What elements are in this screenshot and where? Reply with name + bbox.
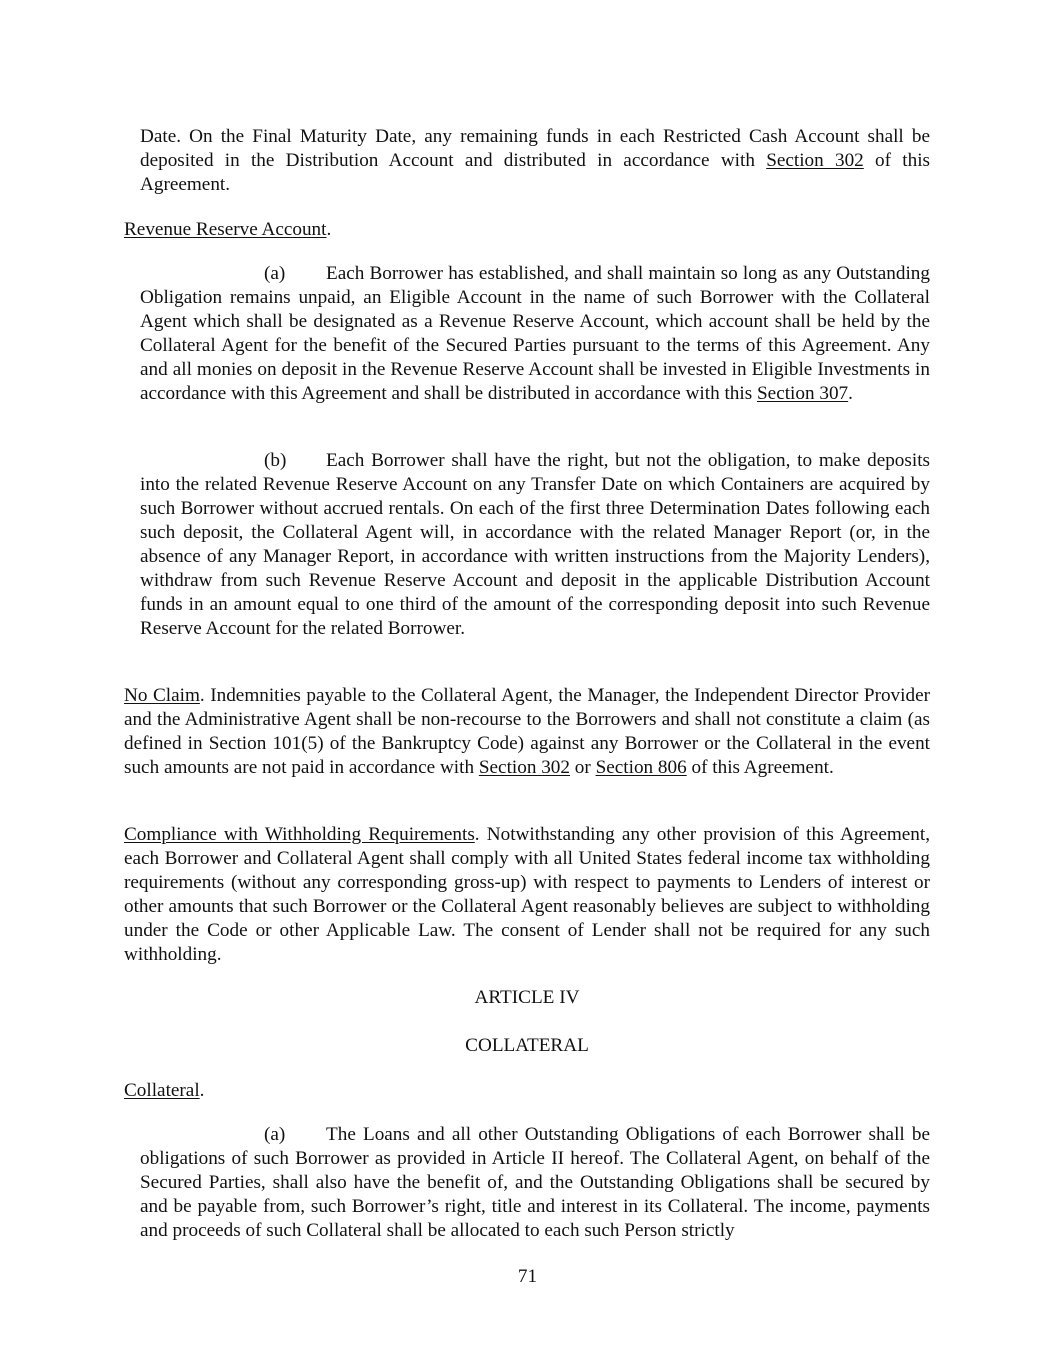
- no-claim-text-end: of this Agreement.: [686, 757, 834, 778]
- collateral-heading-line: [124, 1079, 930, 1103]
- page-number: 71: [517, 1266, 538, 1287]
- section-302-reference: Section 302: [766, 150, 864, 171]
- continuation-paragraph: [140, 125, 930, 197]
- continuation-text: Date. On the Final Maturity Date, any remaining funds in each Restricted Cash Account shall be deposited in the Distribution Account and distributed in accordance with: [140, 126, 930, 171]
- revenue-reserve-heading-line: [124, 218, 930, 242]
- no-claim-paragraph: [124, 684, 930, 780]
- paragraph-text: Each Borrower shall have the right, but not the obligation, to make deposits into the related Revenue Reserve Account on any Transfer Date on which Containers are acquired by such Borrower without accrued rentals. On each of the first three Determination Dates following each such deposit, the Collateral Agent will, in accordance with the related Manager Report (or, in the absence of any Manager Report, in accordance with written instructions from the Majority Lenders), withdraw from such Revenue Reserve Account and deposit in the applicable Distribution Account funds in an amount equal to one third of the amount of the corresponding deposit into such Revenue Reserve Account for the related Borrower.: [140, 450, 930, 639]
- no-claim-heading: No Claim: [124, 685, 200, 706]
- revenue-reserve-paragraph-b: [140, 449, 930, 641]
- article-number: ARTICLE IV: [474, 987, 580, 1008]
- withholding-text: . Notwithstanding any other provision of this Agreement, each Borrower and Collateral Agent shall comply with all United States federal income tax withholding requirements (without any corresponding gross-up) with respect to payments to Lenders of interest or other amounts that such Borrower or the Collateral Agent reasonably believes are subject to withholding under the Code or other Applicable Law. The consent of Lender shall not be required for any such withholding.: [124, 824, 930, 965]
- continuation-text-end: of this Agreement.: [140, 150, 930, 195]
- paragraph-label: (b): [264, 450, 287, 471]
- section-307-reference: Section 307: [757, 383, 849, 404]
- revenue-reserve-heading: Revenue Reserve Account: [124, 219, 327, 240]
- heading-period: .: [326, 219, 332, 240]
- section-302-reference: Section 302: [478, 757, 570, 778]
- collateral-paragraph-a: [140, 1123, 930, 1243]
- no-claim-text-or: or: [570, 757, 596, 778]
- heading-period: .: [199, 1080, 205, 1101]
- paragraph-label: (a): [264, 263, 286, 284]
- paragraph-text-end: .: [848, 383, 853, 404]
- withholding-paragraph: [124, 823, 930, 967]
- withholding-heading: Compliance with Withholding Requirements: [124, 824, 475, 845]
- paragraph-text: Each Borrower has established, and shall maintain so long as any Outstanding Obligation remains unpaid, an Eligible Account in the name of such Borrower with the Collateral Agent which shall be designated as a Revenue Reserve Account, which account shall be held by the Collateral Agent for the benefit of the Secured Parties pursuant to the terms of this Agreement. Any and all monies on deposit in the Revenue Reserve Account shall be invested in Eligible Investments in accordance with this Agreement and shall be distributed in accordance with this: [140, 263, 930, 404]
- no-claim-text: . Indemnities payable to the Collateral Agent, the Manager, the Independent Director Provider and the Administrative Agent shall be non-recourse to the Borrowers and shall not constitute a claim (as defined in Section 101(5) of the Bankruptcy Code) against any Borrower or the Collateral in the event such amounts are not paid in accordance with: [124, 685, 930, 778]
- section-806-reference: Section 806: [595, 757, 687, 778]
- paragraph-text: The Loans and all other Outstanding Obligations of each Borrower shall be obligations of such Borrower as provided in Article II hereof. The Collateral Agent, on behalf of the Secured Parties, shall also have the benefit of, and the Outstanding Obligations shall be secured by and be payable from, such Borrower’s right, title and interest in its Collateral. The income, payments and proceeds of such Collateral shall be allocated to each such Person strictly: [140, 1124, 930, 1241]
- article-title: COLLATERAL: [465, 1035, 589, 1056]
- paragraph-label: (a): [264, 1124, 286, 1145]
- revenue-reserve-paragraph-a: [140, 262, 930, 406]
- collateral-heading: Collateral: [124, 1080, 200, 1101]
